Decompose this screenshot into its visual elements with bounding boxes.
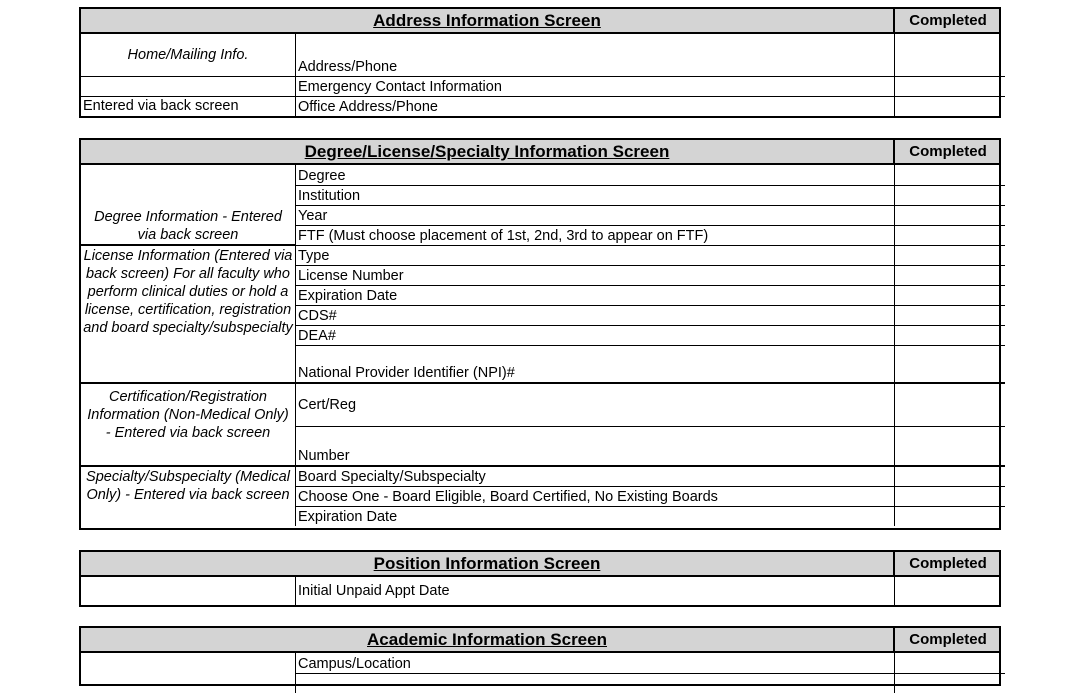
license-row: Expiration Date (296, 285, 895, 305)
completed-cell[interactable] (895, 305, 1006, 325)
academic-title: Academic Information Screen (367, 630, 607, 649)
completed-cell[interactable] (895, 383, 1006, 426)
entered-via-back-label: Entered via back screen (81, 96, 296, 116)
address-section (79, 7, 1001, 118)
address-row: Address/Phone (296, 34, 895, 76)
completed-cell[interactable] (895, 285, 1006, 305)
academic-table (81, 653, 1005, 693)
license-row: National Provider Identifier (NPI)# (296, 345, 895, 383)
completed-cell[interactable] (895, 577, 1006, 605)
address-table (81, 34, 1005, 116)
empty-label-cell (81, 577, 296, 605)
position-title: Position Information Screen (373, 554, 601, 573)
completed-cell[interactable] (895, 265, 1006, 285)
cert-row: Cert/Reg (296, 383, 895, 426)
address-completed-header: Completed (893, 9, 1001, 32)
license-row: DEA# (296, 325, 895, 345)
degree-section (79, 138, 1001, 530)
degree-row: FTF (Must choose placement of 1st, 2nd, 3rd to appear on FTF) (296, 225, 895, 245)
address-row: Office Address/Phone (296, 96, 895, 116)
home-mailing-label: Home/Mailing Info. (81, 34, 296, 76)
degree-header (81, 140, 999, 165)
completed-cell[interactable] (895, 225, 1006, 245)
degree-info-label: Degree Information - Entered via back screen (81, 165, 296, 245)
address-title: Address Information Screen (373, 11, 601, 30)
completed-cell[interactable] (895, 345, 1006, 383)
position-header (81, 552, 999, 577)
address-header (81, 9, 999, 34)
license-row: License Number (296, 265, 895, 285)
specialty-info-label: Specialty/Subspecialty (Medical Only) - Entered via back screen (81, 466, 296, 526)
degree-row: Degree (296, 165, 895, 185)
completed-cell[interactable] (895, 325, 1006, 345)
cert-info-label: Certification/Registration Information (Non-Medical Only) - Entered via back screen (81, 383, 296, 466)
degree-title: Degree/License/Specialty Information Screen (304, 142, 670, 161)
academic-row: Campus/Location (296, 653, 895, 673)
address-row: Emergency Contact Information (296, 76, 895, 96)
degree-row: Year (296, 205, 895, 225)
completed-cell[interactable] (895, 34, 1006, 76)
position-table (81, 577, 1005, 605)
academic-section (79, 626, 1001, 686)
completed-cell[interactable] (895, 653, 1006, 673)
cert-row: Number (296, 426, 895, 466)
completed-cell[interactable] (895, 245, 1006, 265)
degree-row: Institution (296, 185, 895, 205)
completed-cell[interactable] (895, 165, 1006, 185)
completed-cell[interactable] (895, 96, 1006, 116)
completed-cell[interactable] (895, 76, 1006, 96)
empty-label-cell (81, 653, 296, 673)
specialty-row: Choose One - Board Eligible, Board Certified, No Existing Boards (296, 486, 895, 506)
academic-row-cutoff (296, 673, 895, 693)
position-section (79, 550, 1001, 607)
academic-header (81, 628, 999, 653)
completed-cell[interactable] (895, 466, 1006, 486)
empty-label-cell (81, 76, 296, 96)
degree-completed-header: Completed (893, 140, 1001, 163)
completed-cell[interactable] (895, 486, 1006, 506)
completed-cell[interactable] (895, 506, 1006, 526)
license-info-label: License Information (Entered via back screen) For all faculty who perform clinical duties or hold a license, certification, registration and board specialty/subspecialty (81, 245, 296, 383)
degree-table (81, 165, 1005, 526)
specialty-row: Expiration Date (296, 506, 895, 526)
completed-cell[interactable] (895, 426, 1006, 466)
completed-cell[interactable] (895, 673, 1006, 693)
completed-cell[interactable] (895, 205, 1006, 225)
position-row: Initial Unpaid Appt Date (296, 577, 895, 605)
academic-completed-header: Completed (893, 628, 1001, 651)
position-completed-header: Completed (893, 552, 1001, 575)
license-row: CDS# (296, 305, 895, 325)
specialty-row: Board Specialty/Subspecialty (296, 466, 895, 486)
license-row: Type (296, 245, 895, 265)
empty-label-cell (81, 673, 296, 693)
completed-cell[interactable] (895, 185, 1006, 205)
